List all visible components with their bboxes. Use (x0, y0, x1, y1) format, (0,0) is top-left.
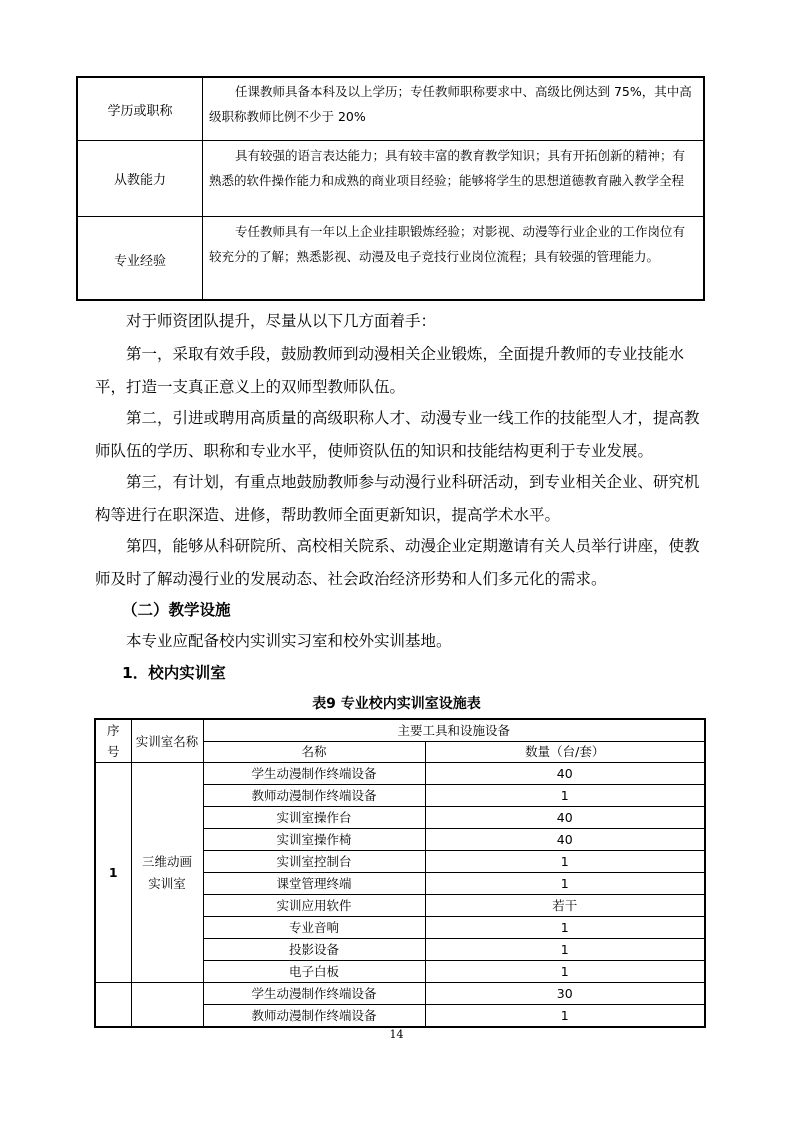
body-paragraph: 第一，采取有效手段，鼓励教师到动漫相关企业锻炼，全面提升教师的专业技能水平，打造一支真正意义上的双师型教师队伍。 (95, 345, 685, 396)
item-qty: 1 (425, 851, 705, 873)
body-paragraph: 第三，有计划，有重点地鼓励教师参与动漫行业科研活动，到专业相关企业、研究机构等进行在职深造、进修，帮助教师全面更新知识，提高学术水平。 (95, 473, 700, 524)
item-qty: 40 (425, 807, 705, 829)
item-name: 电子白板 (203, 961, 425, 983)
sub-heading: 1．校内实训室 (122, 664, 226, 682)
table-row (95, 983, 705, 1005)
body-paragraph: 第四，能够从科研院所、高校相关院系、动漫企业定期邀请有关人员举行讲座，使教师及时了解动漫行业的发展动态、社会政治经济形势和人们多元化的需求。 (95, 537, 700, 588)
page-number: 14 (389, 1028, 404, 1041)
item-name: 投影设备 (203, 939, 425, 961)
requirement-text: 任课教师具备本科及以上学历；专任教师职称要求中、高级比例达到 75%，其中高级职称教师比例不少于 20% (209, 84, 692, 124)
requirement-text: 具有较强的语言表达能力；具有较丰富的教育教学知识；具有开拓创新的精神；有熟悉的软件操作能力和成熟的商业项目经验；能够将学生的思想道德教育融入教学全程 (209, 148, 686, 188)
item-qty: 1 (425, 1005, 705, 1028)
item-name: 学生动漫制作终端设备 (203, 763, 425, 785)
item-name: 实训室操作台 (203, 807, 425, 829)
requirement-row (78, 78, 703, 140)
room-seq: 1 (95, 763, 131, 983)
table-row (95, 763, 705, 785)
section-heading: （二）教学设施 (122, 601, 231, 619)
facilities-table (94, 718, 706, 1028)
room-name (131, 983, 203, 1028)
header-room: 实训室名称 (131, 719, 203, 763)
requirement-label: 从教能力 (78, 141, 203, 216)
item-name: 教师动漫制作终端设备 (203, 1005, 425, 1028)
table-header-row (95, 719, 705, 741)
item-qty: 30 (425, 983, 705, 1005)
room-seq (95, 983, 131, 1028)
requirement-row (78, 140, 703, 216)
requirement-row (78, 216, 703, 301)
item-name: 专业音响 (203, 917, 425, 939)
body-paragraph: 第二，引进或聘用高质量的高级职称人才、动漫专业一线工作的技能型人才，提高教师队伍的学历、职称和专业水平，使师资队伍的知识和技能结构更利于专业发展。 (95, 409, 700, 460)
item-name: 实训室控制台 (203, 851, 425, 873)
header-seq: 序号 (95, 719, 131, 763)
header-equipment-group: 主要工具和设施设备 (203, 719, 705, 741)
table-caption: 表9 专业校内实训室设施表 (312, 696, 481, 712)
item-name: 实训室操作椅 (203, 829, 425, 851)
item-name: 学生动漫制作终端设备 (203, 983, 425, 1005)
requirement-text: 专任教师具有一年以上企业挂职锻炼经验；对影视、动漫等行业企业的工作岗位有较充分的了解；熟悉影视、动漫及电子竞技行业岗位流程；具有较强的管理能力。 (209, 224, 686, 264)
item-name: 教师动漫制作终端设备 (203, 785, 425, 807)
header-name: 名称 (203, 741, 425, 763)
item-qty: 40 (425, 829, 705, 851)
section-text: 本专业应配备校内实训实习室和校外实训基地。 (126, 632, 452, 650)
item-qty: 若干 (425, 895, 705, 917)
header-quantity: 数量（台/套） (425, 741, 705, 763)
item-name: 实训应用软件 (203, 895, 425, 917)
teacher-requirements-table (76, 76, 705, 301)
intro-line: 对于师资团队提升，尽量从以下几方面着手： (126, 312, 437, 330)
item-qty: 1 (425, 785, 705, 807)
item-qty: 1 (425, 939, 705, 961)
requirement-label: 专业经验 (78, 217, 203, 301)
item-qty: 40 (425, 763, 705, 785)
item-qty: 1 (425, 917, 705, 939)
item-qty: 1 (425, 961, 705, 983)
item-qty: 1 (425, 873, 705, 895)
item-name: 课堂管理终端 (203, 873, 425, 895)
requirement-label: 学历或职称 (78, 78, 203, 140)
room-name: 三维动画实训室 (131, 763, 203, 983)
